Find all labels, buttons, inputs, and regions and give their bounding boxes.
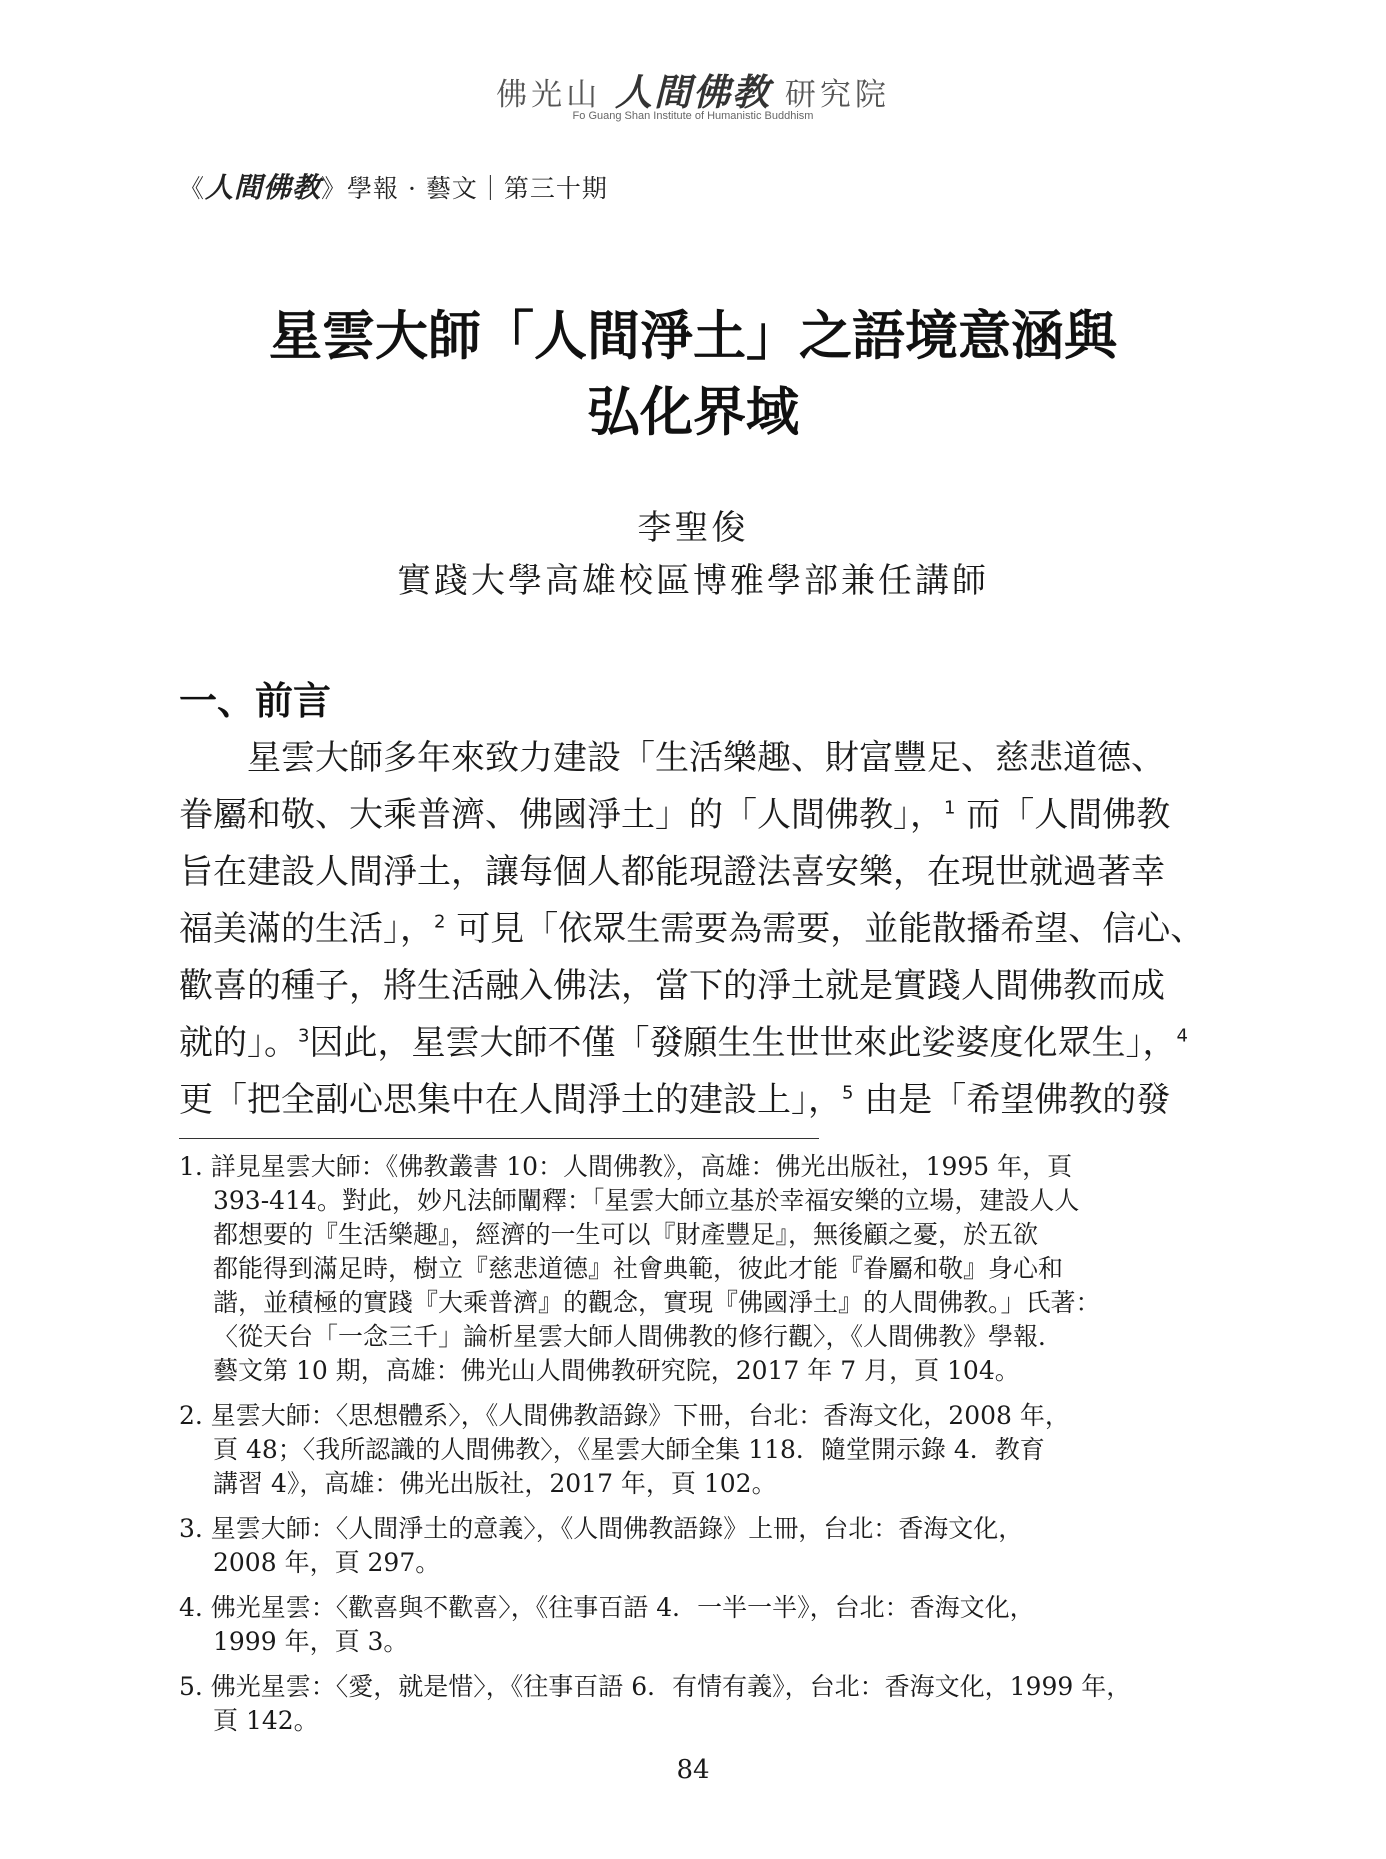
body-line: 就的」。$^3$因此，星雲大師不僅「發願生生世世來此娑婆度化眾生」，$^4$	[179, 1023, 1188, 1063]
title-line-2: 弘化界域	[587, 381, 799, 443]
journal-running-head: 《人間佛教》學報 · 藝文｜第三十期	[179, 171, 608, 204]
footnotes	[179, 1150, 1181, 1749]
page-number: 84	[676, 1755, 710, 1785]
institute-prefix: 佛光山	[496, 77, 602, 113]
institute-brand-logo: 人間佛教	[615, 70, 771, 114]
body-paragraph	[179, 730, 1205, 1129]
journal-brand: 人間佛教	[205, 171, 322, 204]
footnote-1: 1. 詳見星雲大師：《佛教叢書 10：人間佛教》，高雄：佛光出版社，1995 年，頁 393-414。對此，妙凡法師闡釋：「星雲大師立基於幸福安樂的立場，建設人人 都想要的『生活樂趣』，經濟的一生可以『財產豐足』，無後顧之憂，於五欲 都能得到滿足時，樹立『慈悲道德』社會典範，彼此才能『眷屬和敬』身心和 諧，並積極的實踐『大乘普濟』的觀念，實現『佛國淨土』的人間佛教。」氏著： 〈從天台「一念三千」論析星雲大師人間佛教的修行觀〉，《人間佛教》學報． 藝文第 10 期，高雄：佛光山人間佛教研究院，2017 年 7 月，頁 104。	[179, 1152, 1101, 1385]
footnote-ref[interactable]: 5	[842, 1082, 854, 1104]
institute-suffix: 研究院	[784, 77, 890, 113]
footnote-ref[interactable]: 4	[1176, 1025, 1188, 1047]
author-affiliation: 實踐大學高雄校區博雅學部兼任講師	[397, 561, 989, 601]
body-line: 福美滿的生活」，$^2$ 可見「依眾生需要為需要，並能散播希望、信心、	[179, 909, 1205, 949]
footnote-2: 2. 星雲大師：〈思想體系〉，《人間佛教語錄》下冊，台北：香海文化，2008 年， 頁 48；〈我所認識的人間佛教〉，《星雲大師全集 118．隨堂開示錄 4．教育 講習 4》，高雄：佛光出版社，2017 年，頁 102。	[179, 1401, 1070, 1498]
body-line: 歡喜的種子，將生活融入佛法，當下的淨土就是實踐人間佛教而成	[179, 966, 1165, 1006]
section-heading: 一、前言	[179, 678, 332, 723]
footnote-3: 3. 星雲大師：〈人間淨土的意義〉，《人間佛教語錄》上冊，台北：香海文化， 2008 年，頁 297。	[179, 1514, 1024, 1577]
footnote-4: 4. 佛光星雲：〈歡喜與不歡喜〉，《往事百語 4．一半一半》，台北：香海文化， 1999 年，頁 3。	[179, 1593, 1035, 1656]
body-line: 旨在建設人間淨土，讓每個人都能現證法喜安樂，在現世就過著幸	[179, 852, 1165, 892]
institute-header	[0, 62, 1386, 116]
footnote-ref[interactable]: 2	[434, 911, 446, 933]
footnote-5: 5. 佛光星雲：〈愛，就是惜〉，《往事百語 6．有情有義》，台北：香海文化，1999 年， 頁 142。	[179, 1672, 1132, 1735]
article-title	[0, 298, 1386, 450]
footnote-separator	[179, 1138, 819, 1139]
author-name: 李聖俊	[637, 508, 749, 548]
body-line: 眷屬和敬、大乘普濟、佛國淨土」的「人間佛教」，$^1$ 而「人間佛教	[179, 795, 1171, 835]
institute-english-name: Fo Guang Shan Institute of Humanistic Buddhism	[572, 110, 814, 122]
journal-issue: 》學報 · 藝文｜第三十期	[321, 174, 608, 203]
body-line: 星雲大師多年來致力建設「生活樂趣、財富豐足、慈悲道德、	[247, 738, 1165, 778]
body-line: 更「把全副心思集中在人間淨土的建設上」，$^5$ 由是「希望佛教的發	[179, 1080, 1171, 1120]
footnote-ref[interactable]: 1	[944, 797, 956, 819]
footnote-ref[interactable]: 3	[298, 1025, 310, 1047]
title-line-1: 星雲大師「人間淨土」之語境意涵與	[269, 305, 1117, 367]
